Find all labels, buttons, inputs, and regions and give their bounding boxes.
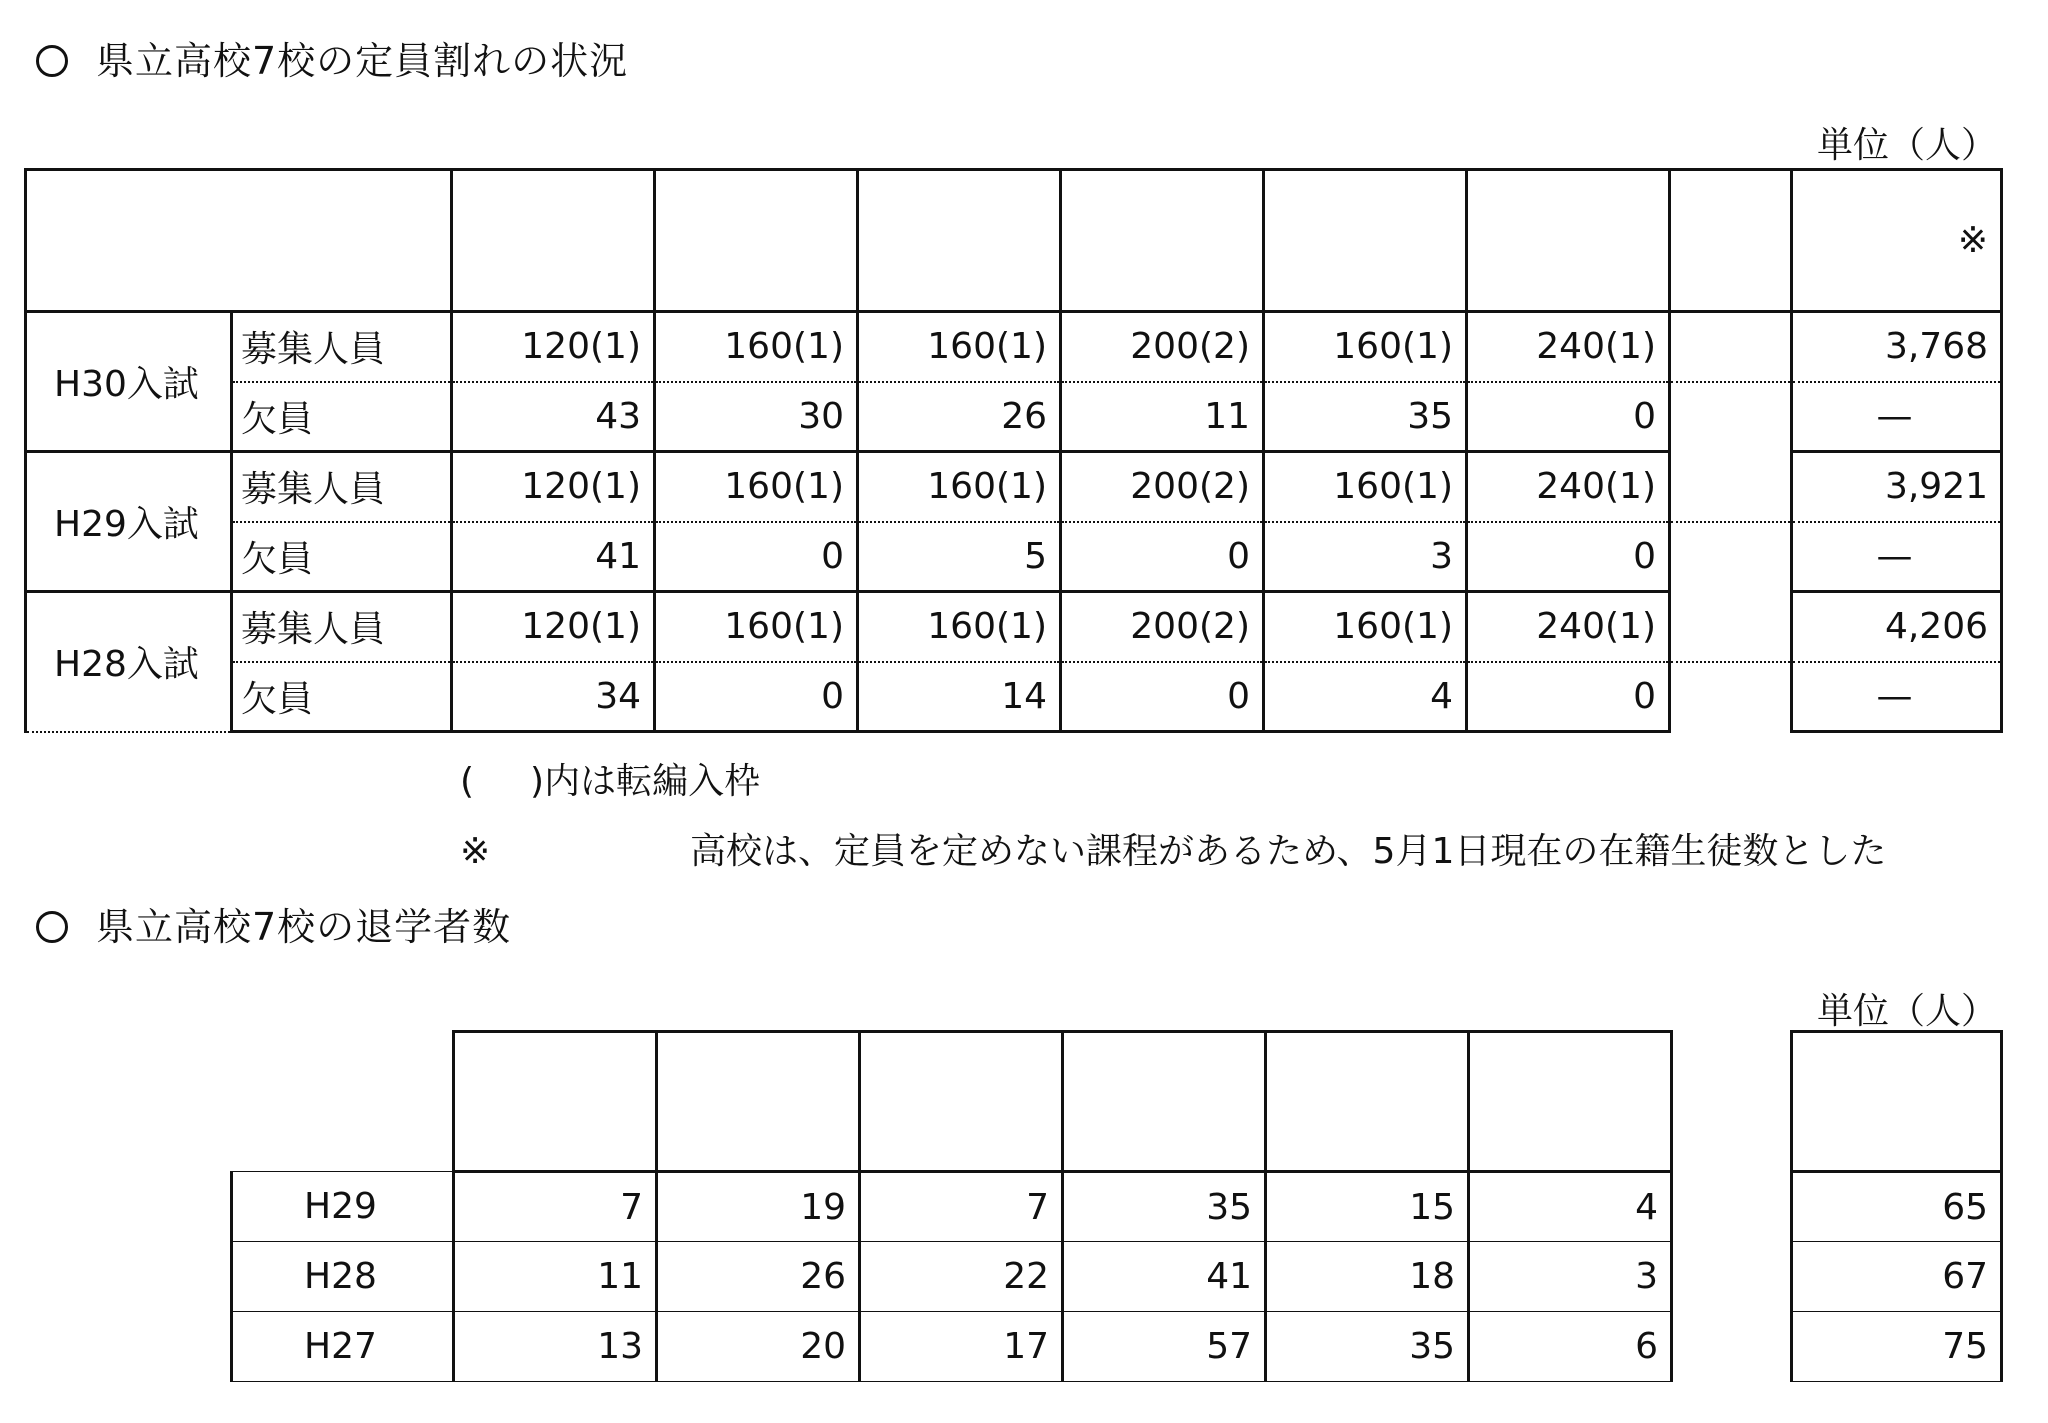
table-cell: 57 <box>1063 1312 1266 1382</box>
table-cell: 160(1) <box>655 312 858 382</box>
school-header-1 <box>452 170 655 312</box>
table-cell: 0 <box>1467 382 1670 452</box>
table-row <box>26 312 2002 382</box>
table-cell: 43 <box>452 382 655 452</box>
school-header-2 <box>657 1032 860 1172</box>
row-label: 欠員 <box>232 522 452 592</box>
table-cell: 5 <box>858 522 1061 592</box>
asterisk-note-mark: ※ <box>460 831 491 872</box>
total-cell: 4,206 <box>1792 592 2002 662</box>
table-cell: 19 <box>657 1172 860 1242</box>
table-cell: 14 <box>858 662 1061 732</box>
table-row <box>26 452 2002 522</box>
section2-unit: 単位（人） <box>1817 991 1998 1032</box>
table-cell: 34 <box>452 662 655 732</box>
table-cell: 200(2) <box>1061 312 1264 382</box>
column-gap <box>1670 662 1792 732</box>
school-header-6 <box>1469 1032 1672 1172</box>
table-cell: 3 <box>1264 522 1467 592</box>
section1-heading-text: 県立高校7校の定員割れの状況 <box>96 39 629 83</box>
school-header-4 <box>1063 1032 1266 1172</box>
table-cell: 11 <box>454 1242 657 1312</box>
table-cell: 0 <box>1061 662 1264 732</box>
table-cell: 3 <box>1469 1242 1672 1312</box>
school-header-3 <box>858 170 1061 312</box>
table-cell: 120(1) <box>452 452 655 522</box>
table-cell: 7 <box>454 1172 657 1242</box>
table-cell: 120(1) <box>452 312 655 382</box>
column-gap <box>1672 1312 1792 1382</box>
table-cell: 160(1) <box>655 592 858 662</box>
table-cell: 15 <box>1266 1172 1469 1242</box>
total-cell: 75 <box>1792 1312 2002 1382</box>
year-cell: H28入試 <box>26 592 232 732</box>
table-cell: 0 <box>1061 522 1264 592</box>
year-cell: H28 <box>232 1242 454 1312</box>
table-cell: 200(2) <box>1061 592 1264 662</box>
table-cell: 0 <box>655 522 858 592</box>
dropout-table <box>230 1030 2003 1382</box>
asterisk-note-text: 高校は、定員を定めない課程があるため、5月1日現在の在籍生徒数とした <box>690 831 1887 872</box>
row-label: 欠員 <box>232 662 452 732</box>
row-label: 募集人員 <box>232 312 452 382</box>
school-header-6 <box>1467 170 1670 312</box>
paren-note-text: )内は転編入枠 <box>530 761 761 802</box>
circle-bullet-icon <box>36 911 68 943</box>
table-cell: 4 <box>1469 1172 1672 1242</box>
school-header-2 <box>655 170 858 312</box>
table-row <box>26 662 2002 732</box>
column-gap <box>1672 1242 1792 1312</box>
table-cell: 0 <box>655 662 858 732</box>
table-cell: 41 <box>452 522 655 592</box>
table-cell: 18 <box>1266 1242 1469 1312</box>
table-cell: 6 <box>1469 1312 1672 1382</box>
total-cell: — <box>1792 382 2002 452</box>
total-cell: 3,768 <box>1792 312 2002 382</box>
table-cell: 160(1) <box>1264 592 1467 662</box>
column-gap <box>1672 1032 1792 1172</box>
paren-open: ( <box>460 761 475 802</box>
school-header-3 <box>860 1032 1063 1172</box>
section1-unit: 単位（人） <box>1817 125 1998 166</box>
table-cell: 26 <box>657 1242 860 1312</box>
table-cell: 160(1) <box>858 592 1061 662</box>
table-row <box>232 1242 2002 1312</box>
year-cell: H30入試 <box>26 312 232 452</box>
table-cell: 240(1) <box>1467 452 1670 522</box>
vacancy-table-header-row <box>26 170 2002 312</box>
table-cell: 17 <box>860 1312 1063 1382</box>
table-cell: 240(1) <box>1467 312 1670 382</box>
paren-note <box>460 760 760 804</box>
total-cell: — <box>1792 662 2002 732</box>
table-cell: 160(1) <box>858 312 1061 382</box>
school-header-5 <box>1266 1032 1469 1172</box>
column-gap <box>1670 452 1792 522</box>
table-cell: 35 <box>1063 1172 1266 1242</box>
corner-cell <box>26 170 452 312</box>
table-cell: 13 <box>454 1312 657 1382</box>
total-cell: — <box>1792 522 2002 592</box>
total-cell: 3,921 <box>1792 452 2002 522</box>
total-header: ※ <box>1792 170 2002 312</box>
column-gap <box>1670 592 1792 662</box>
table-cell: 41 <box>1063 1242 1266 1312</box>
total-cell: 67 <box>1792 1242 2002 1312</box>
section2-heading <box>36 904 511 950</box>
table-cell: 22 <box>860 1242 1063 1312</box>
table-cell: 20 <box>657 1312 860 1382</box>
total-header <box>1792 1032 2002 1172</box>
table-cell: 160(1) <box>655 452 858 522</box>
section1-heading <box>36 38 628 84</box>
section2-heading-text: 県立高校7校の退学者数 <box>96 905 512 949</box>
total-cell: 65 <box>1792 1172 2002 1242</box>
column-gap <box>1670 382 1792 452</box>
school-header-5 <box>1264 170 1467 312</box>
column-gap <box>1670 522 1792 592</box>
table-cell: 0 <box>1467 662 1670 732</box>
table-cell: 35 <box>1264 382 1467 452</box>
table-cell: 26 <box>858 382 1061 452</box>
table-cell: 160(1) <box>858 452 1061 522</box>
table-cell: 240(1) <box>1467 592 1670 662</box>
table-cell: 30 <box>655 382 858 452</box>
table-cell: 0 <box>1467 522 1670 592</box>
table-cell: 11 <box>1061 382 1264 452</box>
column-gap <box>1672 1172 1792 1242</box>
table-cell: 4 <box>1264 662 1467 732</box>
table-row <box>26 382 2002 452</box>
table-cell: 160(1) <box>1264 452 1467 522</box>
table-cell: 200(2) <box>1061 452 1264 522</box>
table-cell: 160(1) <box>1264 312 1467 382</box>
column-gap <box>1670 170 1792 312</box>
row-label: 募集人員 <box>232 452 452 522</box>
year-cell: H29 <box>232 1172 454 1242</box>
dropout-table-header-row <box>232 1032 2002 1172</box>
row-label: 募集人員 <box>232 592 452 662</box>
year-cell: H29入試 <box>26 452 232 592</box>
corner-cell <box>232 1032 454 1172</box>
table-cell: 120(1) <box>452 592 655 662</box>
table-cell: 7 <box>860 1172 1063 1242</box>
table-row <box>232 1312 2002 1382</box>
vacancy-table <box>24 168 2003 733</box>
circle-bullet-icon <box>36 45 68 77</box>
table-row <box>232 1172 2002 1242</box>
column-gap <box>1670 312 1792 382</box>
year-cell: H27 <box>232 1312 454 1382</box>
table-cell: 35 <box>1266 1312 1469 1382</box>
table-row <box>26 522 2002 592</box>
row-label: 欠員 <box>232 382 452 452</box>
school-header-4 <box>1061 170 1264 312</box>
table-row <box>26 592 2002 662</box>
school-header-1 <box>454 1032 657 1172</box>
